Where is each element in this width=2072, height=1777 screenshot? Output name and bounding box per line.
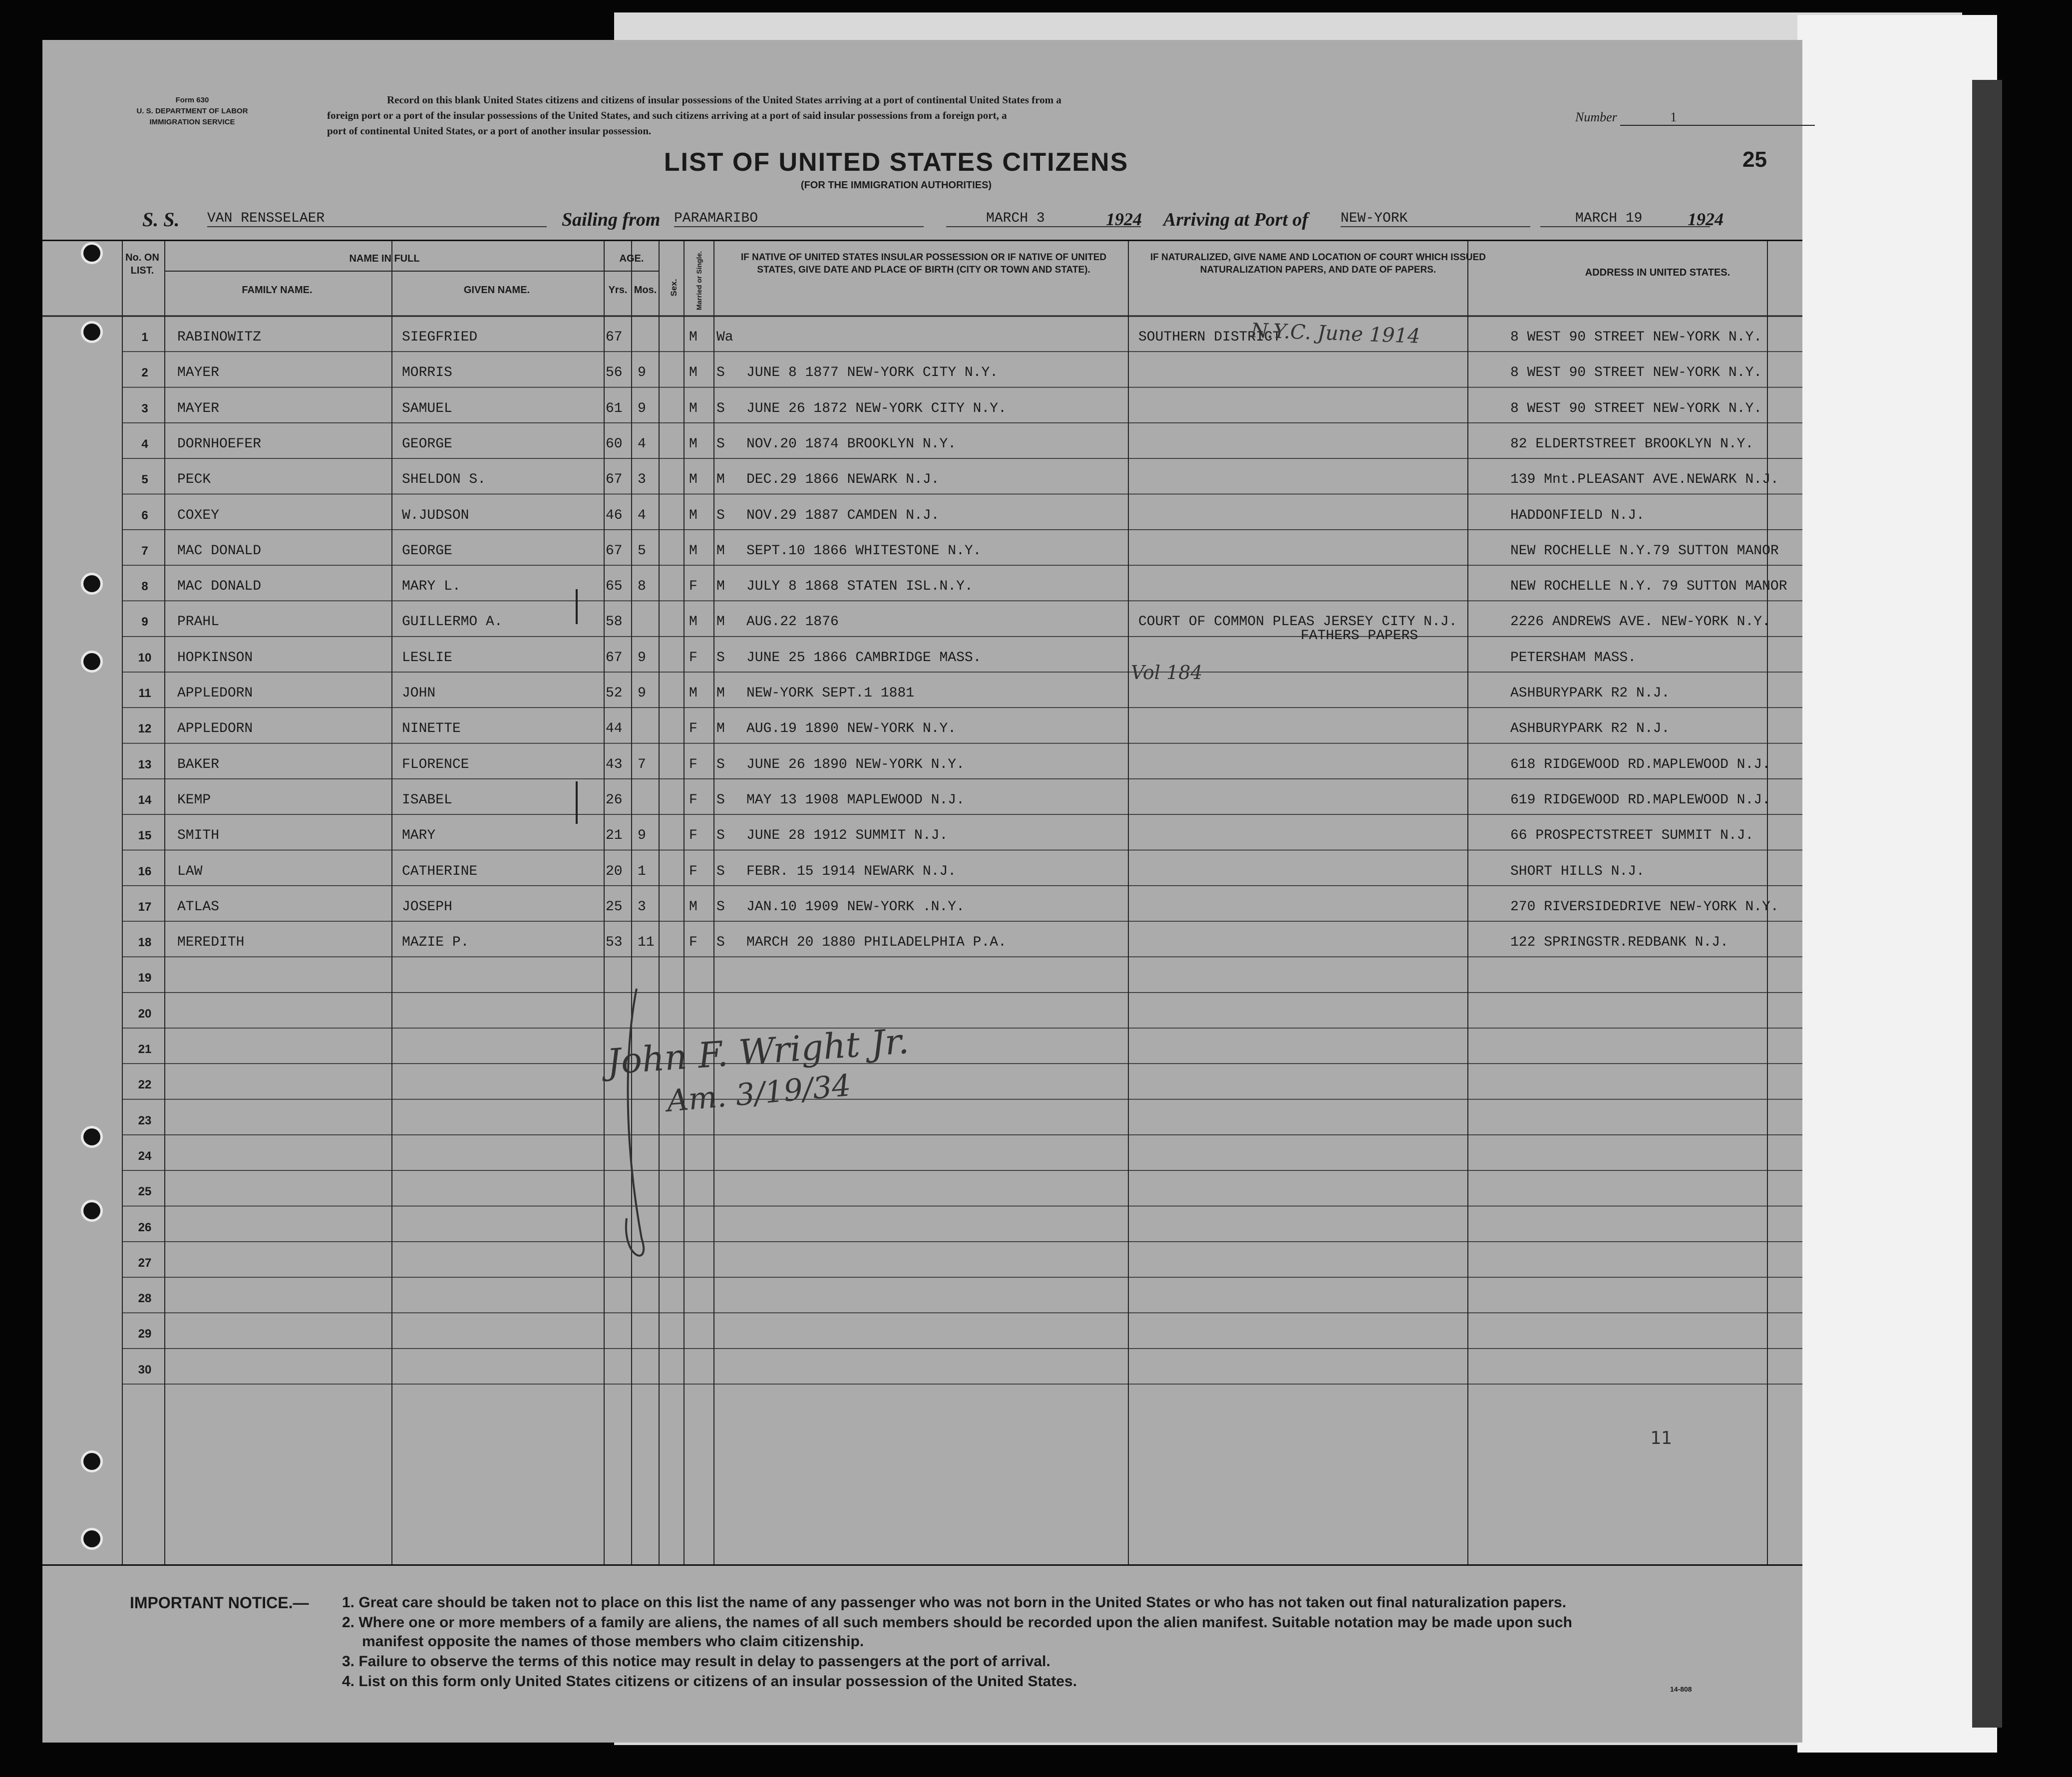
cell-address: 139 Mnt.PLEASANT AVE.NEWARK N.J. <box>1510 472 1779 488</box>
cell-sex: M <box>689 472 697 488</box>
cell-sex: F <box>689 579 697 595</box>
cell-address: 619 RIDGEWOOD RD.MAPLEWOOD N.J. <box>1510 792 1770 808</box>
cell-birth: NEW-YORK SEPT.1 1881 <box>746 686 915 701</box>
row-number: 10 <box>138 651 152 665</box>
col-sex: Sex. <box>669 279 679 297</box>
cell-sex: M <box>689 400 697 416</box>
instruction-line: port of continental United States, or a port of another insular possession. <box>327 125 652 137</box>
cell-address: 66 PROSPECTSTREET SUMMIT N.J. <box>1510 828 1754 844</box>
cell-given-name: SIEGFRIED <box>402 330 478 345</box>
number-label: Number <box>1575 110 1617 124</box>
cell-given-name: MORRIS <box>402 365 452 381</box>
cell-family-name: BAKER <box>177 756 220 772</box>
col-age: AGE. <box>619 253 644 264</box>
cell-family-name: MAC DONALD <box>177 579 262 595</box>
cell-given-name: JOHN <box>402 686 436 701</box>
departure-date: MARCH 3 <box>946 211 1141 227</box>
cell-address: ASHBURYPARK R2 N.J. <box>1510 686 1670 701</box>
cell-age-months: 9 <box>638 828 646 844</box>
cell-address: ASHBURYPARK R2 N.J. <box>1510 721 1670 737</box>
instruction-line: foreign port or a port of the insular possessions of the United States, and such citizens arriving at a port of said insular possessions from a foreign port, a <box>327 109 1007 121</box>
cell-address: 8 WEST 90 STREET NEW-YORK N.Y. <box>1510 365 1762 381</box>
row-number: 15 <box>138 829 152 843</box>
cell-age-years: 67 <box>606 330 623 345</box>
cell-marital-status: S <box>716 935 725 951</box>
page-edge <box>1972 80 2002 1728</box>
sailing-from: PARAMARIBO <box>674 211 924 227</box>
cell-address: 82 ELDERTSTREET BROOKLYN N.Y. <box>1510 436 1754 452</box>
row-number: 29 <box>138 1327 152 1341</box>
signature-title: Am. 3/19/34 <box>665 1068 853 1119</box>
cell-family-name: DORNHOEFER <box>177 436 262 452</box>
cell-naturalization: COURT OF COMMON PLEAS JERSEY CITY N.J. <box>1138 614 1457 630</box>
row-number: 13 <box>138 757 152 771</box>
cell-sex: F <box>689 935 697 951</box>
cell-sex: M <box>689 330 697 345</box>
cell-age-years: 60 <box>606 436 623 452</box>
notice-heading-text: IMPORTANT NOTICE. <box>130 1594 293 1612</box>
cell-given-name: ISABEL <box>402 792 452 808</box>
row-number: 12 <box>138 722 152 736</box>
cell-birth: NOV.29 1887 CAMDEN N.J. <box>746 507 940 523</box>
cell-age-years: 58 <box>606 614 623 630</box>
col-mos: Mos. <box>634 285 657 296</box>
row-number: 1 <box>141 331 148 344</box>
cell-family-name: MAYER <box>177 400 220 416</box>
cell-given-name: GEORGE <box>402 436 452 452</box>
cell-marital-status: S <box>716 650 725 666</box>
instructions <box>327 92 1565 139</box>
cell-marital-status: S <box>716 436 725 452</box>
cell-address: PETERSHAM MASS. <box>1510 650 1637 666</box>
cell-address: 2226 ANDREWS AVE. NEW-YORK N.Y. <box>1510 614 1770 630</box>
col-birth: IF NATIVE OF UNITED STATES INSULAR POSSESSION OR IF NATIVE OF UNITED STATES, GIVE DATE AND PLACE OF BIRTH (CITY OR TOWN AND STATE). <box>740 252 1107 275</box>
cell-age-months: 5 <box>638 543 646 559</box>
cell-address: 8 WEST 90 STREET NEW-YORK N.Y. <box>1510 330 1762 345</box>
col-naturalized: IF NATURALIZED, GIVE NAME AND LOCATION OF COURT WHICH ISSUED NATURALIZATION PAPERS, AND DATE OF PAPERS. <box>1150 252 1486 275</box>
cell-given-name: MAZIE P. <box>402 935 469 951</box>
cell-sex: M <box>689 614 697 630</box>
cell-sex: M <box>689 365 697 381</box>
cell-age-months: 9 <box>638 650 646 666</box>
row-number: 2 <box>141 366 148 380</box>
col-name-in-full: NAME IN FULL <box>349 253 420 264</box>
row-number: 24 <box>138 1149 152 1163</box>
cell-given-name: MARY <box>402 828 436 844</box>
row-number: 3 <box>141 401 148 415</box>
cell-age-years: 56 <box>606 365 623 381</box>
sailing-from-label: Sailing from <box>562 209 661 230</box>
cell-birth: JUNE 28 1912 SUMMIT N.J. <box>746 828 948 844</box>
cell-birth: JAN.10 1909 NEW-YORK .N.Y. <box>746 899 965 915</box>
cell-address: HADDONFIELD N.J. <box>1510 507 1645 523</box>
cell-marital-status: S <box>716 863 725 879</box>
row-number: 20 <box>138 1007 152 1021</box>
cell-birth: JUNE 8 1877 NEW-YORK CITY N.Y. <box>746 365 999 381</box>
cell-age-years: 65 <box>606 579 623 595</box>
cell-age-months: 9 <box>638 686 646 701</box>
page-edge <box>1797 15 1997 1753</box>
col-married-single: Married or Single. <box>695 251 703 311</box>
row-number: 18 <box>138 936 152 950</box>
cell-marital-status: M <box>716 614 725 630</box>
row-number: 19 <box>138 971 152 985</box>
arrival-port: NEW-YORK <box>1341 211 1530 227</box>
cell-given-name: NINETTE <box>402 721 461 737</box>
prahl-note-handwriting: Vol 184 <box>1131 662 1203 684</box>
cell-given-name: GUILLERMO A. <box>402 614 503 630</box>
row-number: 21 <box>138 1043 152 1056</box>
signature: John F. Wright Jr. <box>605 1020 910 1083</box>
cell-family-name: ATLAS <box>177 899 220 915</box>
cell-sex: F <box>689 721 697 737</box>
cell-family-name: RABINOWITZ <box>177 330 262 345</box>
cell-address: SHORT HILLS N.J. <box>1510 863 1645 879</box>
cell-given-name: GEORGE <box>402 543 452 559</box>
cell-given-name: FLORENCE <box>402 756 469 772</box>
signature-flourish <box>607 979 682 1278</box>
cell-birth: NOV.20 1874 BROOKLYN N.Y. <box>746 436 957 452</box>
cell-age-years: 46 <box>606 507 623 523</box>
cell-naturalization: SOUTHERN DISTRICT <box>1138 330 1281 345</box>
cell-given-name: W.JUDSON <box>402 507 469 523</box>
row-number: 16 <box>138 864 152 878</box>
cell-family-name: LAW <box>177 863 203 879</box>
notice-item: 4. List on this form only United States citizens or citizens of an insular possession of the United States. <box>342 1673 1077 1690</box>
tick-marks <box>569 589 584 839</box>
form-number: Form 630 <box>175 96 209 104</box>
cell-address: NEW ROCHELLE N.Y.79 SUTTON MANOR <box>1510 543 1779 559</box>
cell-birth: MAY 13 1908 MAPLEWOOD N.J. <box>746 792 965 808</box>
cell-address: 618 RIDGEWOOD RD.MAPLEWOOD N.J. <box>1510 756 1770 772</box>
page-number: 25 <box>1742 147 1767 172</box>
ship-line <box>42 205 1802 235</box>
cell-family-name: KEMP <box>177 792 211 808</box>
cell-age-months: 3 <box>638 472 646 488</box>
ship-name: VAN RENSSELAER <box>207 211 547 227</box>
row-number: 23 <box>138 1113 152 1127</box>
col-given-name: GIVEN NAME. <box>463 285 530 296</box>
passenger-table <box>42 240 1802 1566</box>
cell-age-years: 52 <box>606 686 623 701</box>
cell-sex: F <box>689 828 697 844</box>
cell-age-years: 20 <box>606 863 623 879</box>
cell-family-name: SMITH <box>177 828 220 844</box>
cell-family-name: PECK <box>177 472 211 488</box>
cell-birth: FEBR. 15 1914 NEWARK N.J. <box>746 863 957 879</box>
cell-given-name: CATHERINE <box>402 863 478 879</box>
row-number: 5 <box>141 473 148 487</box>
row-number: 11 <box>138 687 151 700</box>
cell-age-months: 9 <box>638 365 646 381</box>
notice-item: manifest opposite the names of those members who claim citizenship. <box>362 1633 864 1650</box>
cell-birth: AUG.22 1876 <box>746 614 839 630</box>
list-number <box>1575 110 1815 126</box>
cell-family-name: MEREDITH <box>177 935 245 951</box>
cell-marital-status: S <box>716 899 725 915</box>
cell-marital-status: S <box>716 365 725 381</box>
row-number: 7 <box>141 544 148 558</box>
col-family-name: FAMILY NAME. <box>242 285 313 296</box>
row-number: 28 <box>138 1292 152 1306</box>
notice-item: 3. Failure to observe the terms of this notice may result in delay to passengers at the port of arrival. <box>342 1653 1050 1670</box>
cell-age-years: 21 <box>606 828 623 844</box>
cell-marital-status: M <box>716 472 725 488</box>
form-title: LIST OF UNITED STATES CITIZENS <box>664 148 1129 177</box>
cell-age-years: 43 <box>606 756 623 772</box>
cell-naturalization-note: FATHERS PAPERS <box>1301 628 1418 644</box>
cell-age-years: 44 <box>606 721 623 737</box>
cell-marital-status: S <box>716 792 725 808</box>
cell-family-name: COXEY <box>177 507 220 523</box>
row-number: 8 <box>141 580 148 594</box>
cell-age-months: 1 <box>638 863 646 879</box>
cell-address: 122 SPRINGSTR.REDBANK N.J. <box>1510 935 1728 951</box>
cell-birth: AUG.19 1890 NEW-YORK N.Y. <box>746 721 957 737</box>
cell-age-years: 67 <box>606 543 623 559</box>
row-number: 30 <box>138 1363 152 1377</box>
cell-birth: SEPT.10 1866 WHITESTONE N.Y. <box>746 543 982 559</box>
cell-birth: JUNE 25 1866 CAMBRIDGE MASS. <box>746 650 982 666</box>
department: U. S. DEPARTMENT OF LABOR <box>136 107 248 115</box>
cell-given-name: SHELDON S. <box>402 472 486 488</box>
col-address: ADDRESS IN UNITED STATES. <box>1585 267 1730 278</box>
row-number: 26 <box>138 1220 152 1234</box>
cell-age-months: 4 <box>638 507 646 523</box>
number-value: 1 <box>1620 110 1815 126</box>
departure-year: 1924 <box>1106 209 1142 229</box>
arriving-label: Arriving at Port of <box>1163 209 1309 230</box>
important-notice <box>42 1588 1802 1738</box>
cell-sex: M <box>689 686 697 701</box>
cell-family-name: APPLEDORN <box>177 686 253 701</box>
row-number: 9 <box>141 615 148 629</box>
cell-marital-status: M <box>716 579 725 595</box>
notice-heading: IMPORTANT NOTICE.— <box>130 1594 309 1612</box>
cell-age-years: 67 <box>606 472 623 488</box>
cell-marital-status: S <box>716 400 725 416</box>
row-number: 27 <box>138 1256 152 1270</box>
cell-age-years: 67 <box>606 650 623 666</box>
form-code: 14-808 <box>1670 1685 1692 1693</box>
cell-family-name: PRAHL <box>177 614 220 630</box>
cell-age-months: 11 <box>638 935 655 951</box>
cell-age-months: 3 <box>638 899 646 915</box>
cell-family-name: MAC DONALD <box>177 543 262 559</box>
cell-family-name: APPLEDORN <box>177 721 253 737</box>
cell-address: NEW ROCHELLE N.Y. 79 SUTTON MANOR <box>1510 579 1787 595</box>
form-subtitle: (FOR THE IMMIGRATION AUTHORITIES) <box>800 180 992 191</box>
cell-sex: M <box>689 543 697 559</box>
cell-address: 270 RIVERSIDEDRIVE NEW-YORK N.Y. <box>1510 899 1779 915</box>
instruction-line: Record on this blank United States citizens and citizens of insular possessions of the United States arriving at a port of continental United States from a <box>387 94 1061 106</box>
page-tally: 11 <box>1650 1428 1672 1448</box>
cell-marital-status: M <box>716 721 725 737</box>
row-number: 14 <box>138 793 152 807</box>
cell-marital-status: Wa <box>716 330 733 345</box>
arrival-date: MARCH 19 <box>1540 211 1710 227</box>
cell-birth: JULY 8 1868 STATEN ISL.N.Y. <box>746 579 973 595</box>
cell-marital-status: M <box>716 686 725 701</box>
col-yrs: Yrs. <box>608 285 628 296</box>
cell-sex: F <box>689 650 697 666</box>
cell-age-years: 25 <box>606 899 623 915</box>
cell-given-name: SAMUEL <box>402 400 452 416</box>
cell-age-years: 61 <box>606 400 623 416</box>
cell-sex: F <box>689 863 697 879</box>
cell-family-name: HOPKINSON <box>177 650 253 666</box>
col-no-on-list: No. ON LIST. <box>125 252 159 276</box>
cell-marital-status: S <box>716 507 725 523</box>
cell-address: 8 WEST 90 STREET NEW-YORK N.Y. <box>1510 400 1762 416</box>
cell-marital-status: M <box>716 543 725 559</box>
citizen-list-form <box>42 40 1802 1743</box>
cell-age-months: 8 <box>638 579 646 595</box>
cell-age-months: 4 <box>638 436 646 452</box>
row-number: 6 <box>141 508 148 522</box>
cell-given-name: MARY L. <box>402 579 461 595</box>
row-number: 22 <box>138 1078 152 1092</box>
cell-age-months: 9 <box>638 400 646 416</box>
row-number: 25 <box>138 1185 152 1199</box>
cell-birth: JUNE 26 1890 NEW-YORK N.Y. <box>746 756 965 772</box>
arrival-year: 1924 <box>1688 209 1724 229</box>
cell-given-name: LESLIE <box>402 650 452 666</box>
cell-given-name: JOSEPH <box>402 899 452 915</box>
cell-marital-status: S <box>716 756 725 772</box>
court-date-handwriting: N.Y.C. June 1914 <box>1250 319 1421 348</box>
notice-item: 2. Where one or more members of a family are aliens, the names of all such members should be recorded upon the alien manifest. Suitable notation may be made upon such <box>342 1614 1572 1631</box>
cell-birth: MARCH 20 1880 PHILADELPHIA P.A. <box>746 935 1007 951</box>
cell-sex: M <box>689 507 697 523</box>
cell-marital-status: S <box>716 828 725 844</box>
ss-label: S. S. <box>142 208 180 231</box>
cell-birth: DEC.29 1866 NEWARK N.J. <box>746 472 940 488</box>
cell-family-name: MAYER <box>177 365 220 381</box>
form-number-block <box>102 95 282 128</box>
cell-age-years: 53 <box>606 935 623 951</box>
cell-sex: M <box>689 436 697 452</box>
notice-item: 1. Great care should be taken not to place on this list the name of any passenger who was not born in the United States or who has not taken out final naturalization papers. <box>342 1594 1567 1611</box>
cell-birth: JUNE 26 1872 NEW-YORK CITY N.Y. <box>746 400 1007 416</box>
cell-sex: M <box>689 899 697 915</box>
service: IMMIGRATION SERVICE <box>149 118 235 126</box>
cell-sex: F <box>689 756 697 772</box>
cell-sex: F <box>689 792 697 808</box>
cell-age-years: 26 <box>606 792 623 808</box>
row-number: 4 <box>141 437 148 451</box>
cell-age-months: 7 <box>638 756 646 772</box>
row-number: 17 <box>138 900 152 914</box>
